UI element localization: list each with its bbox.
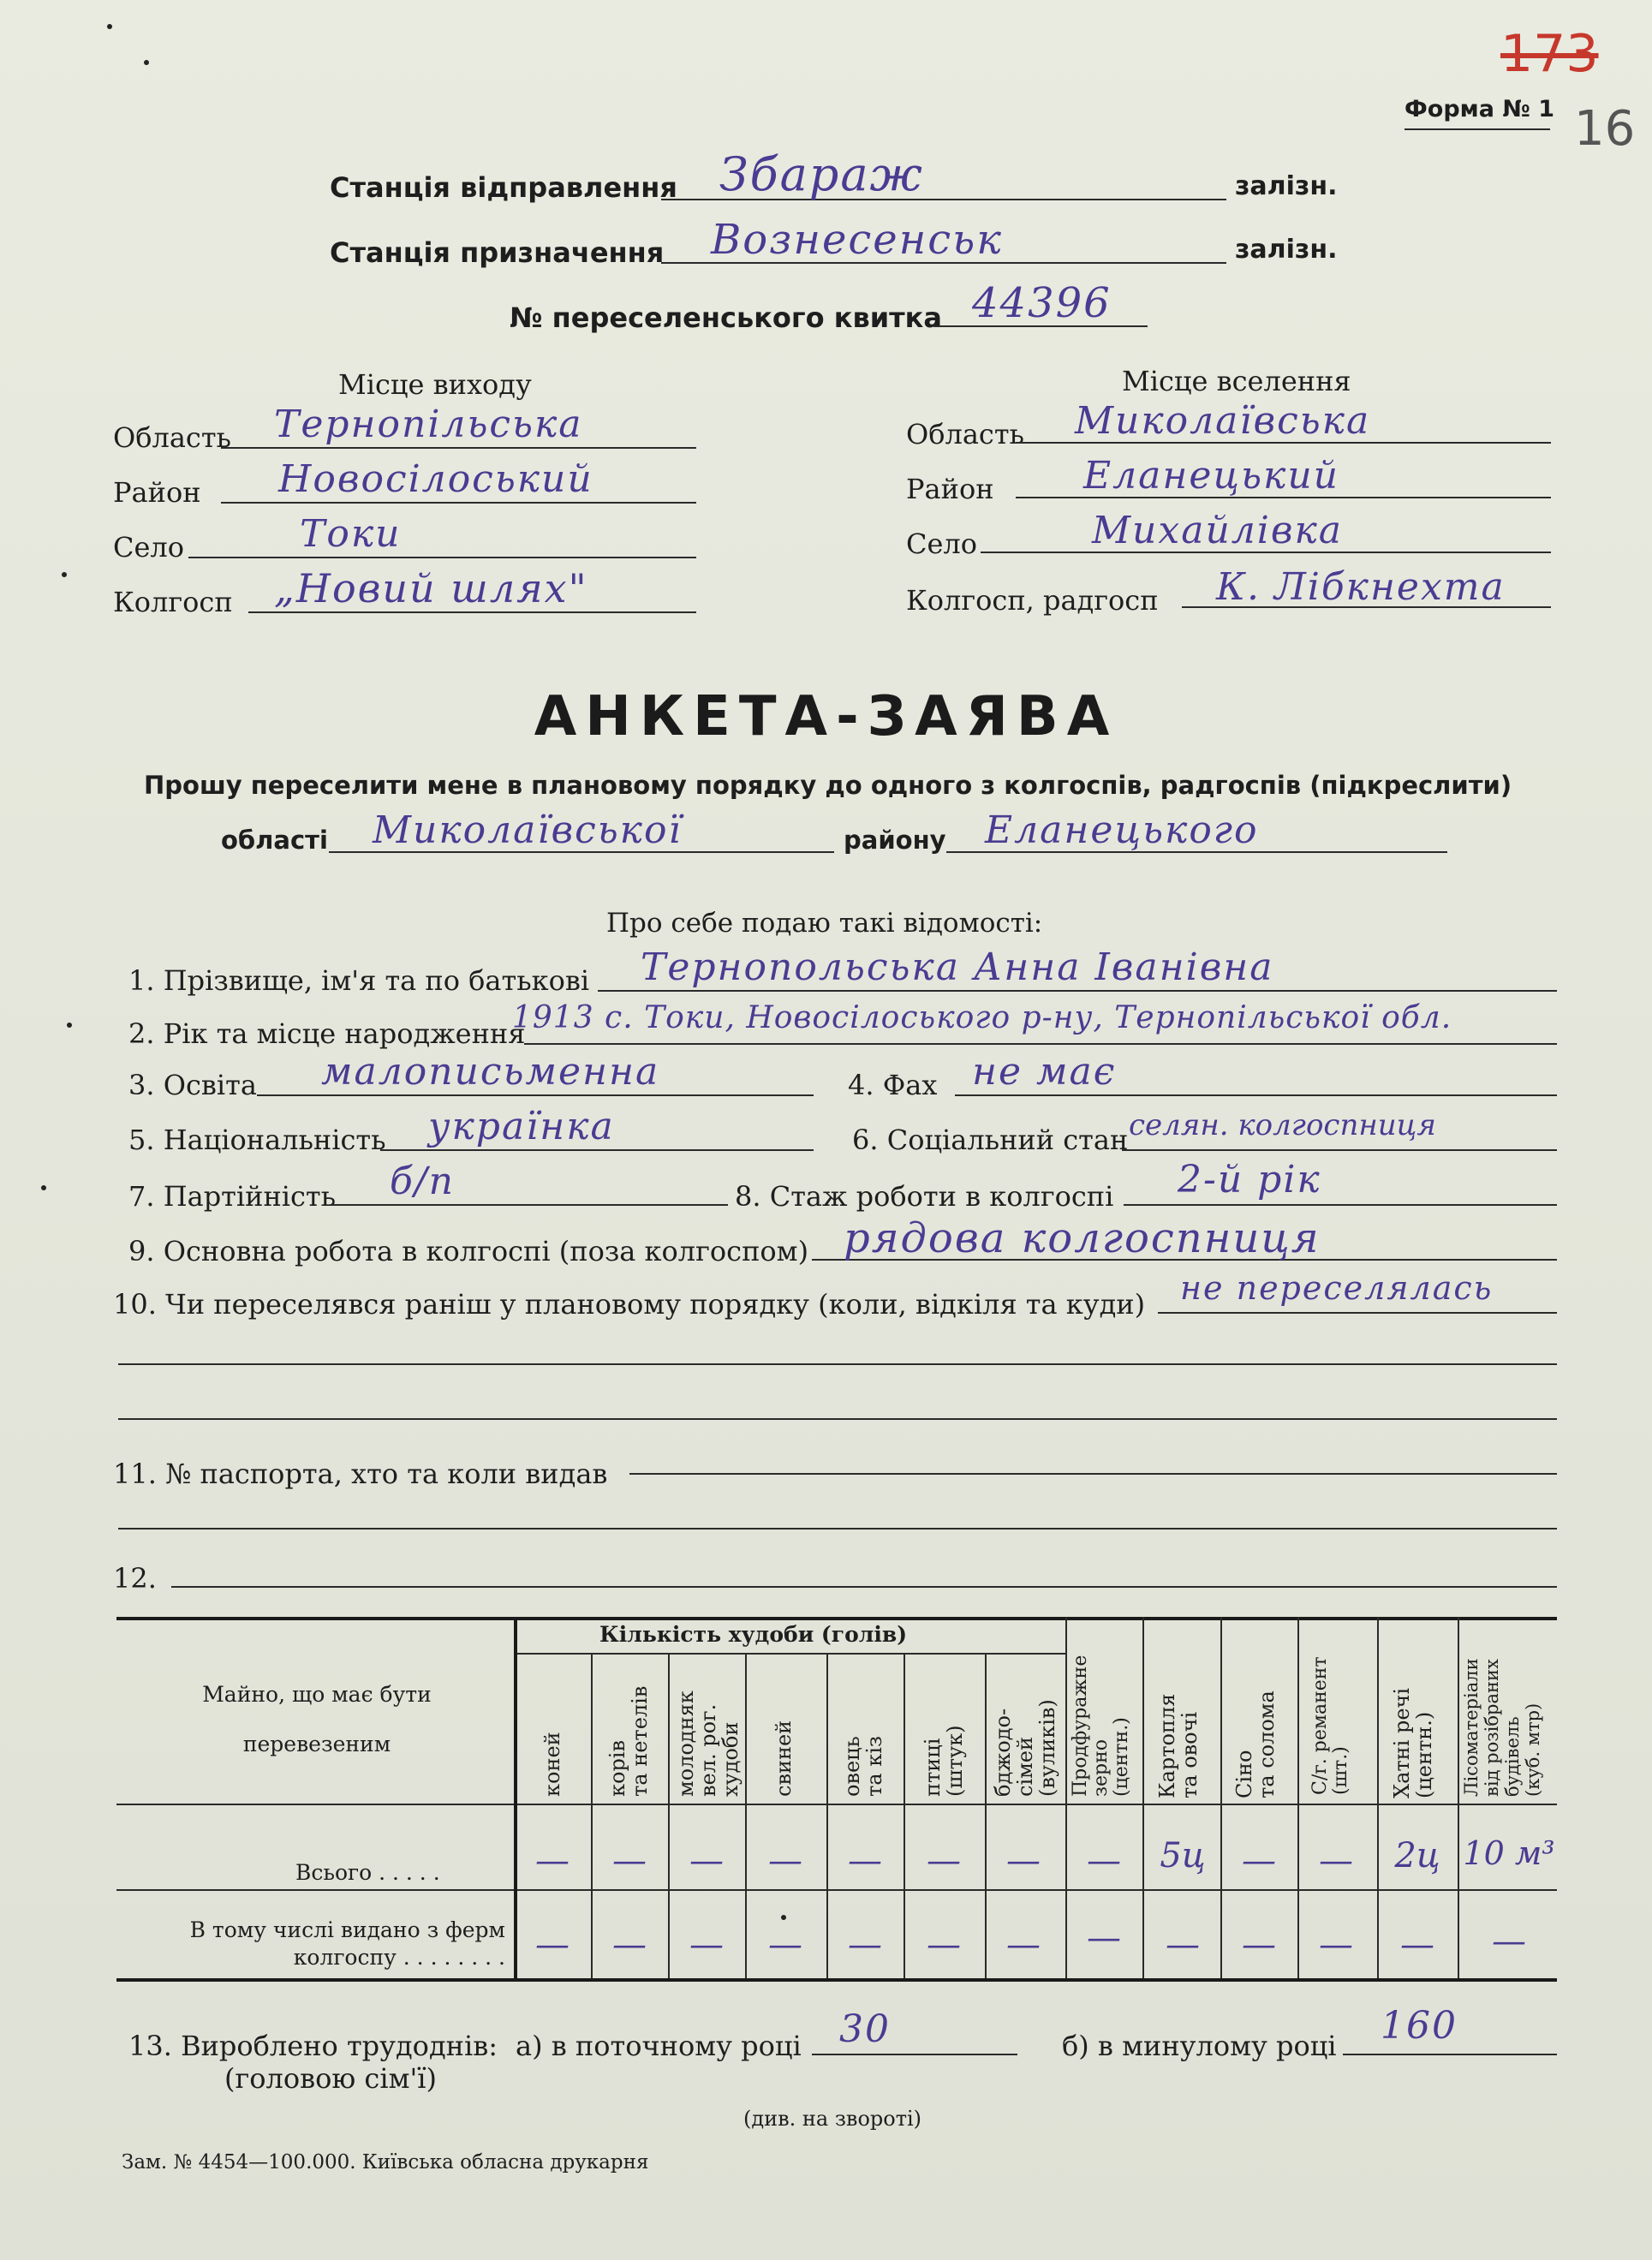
destination-raion-value: Еланецький xyxy=(1083,454,1339,498)
farm-young-cattle: — xyxy=(689,1925,724,1965)
table-bottom-border xyxy=(116,1978,1557,1982)
stain-dot-1 xyxy=(107,24,112,29)
stain-dot-3 xyxy=(62,572,67,577)
total-bees: — xyxy=(1006,1841,1041,1881)
origin-heading: Місце виходу xyxy=(338,368,532,401)
arrival-station-value: Вознесенськ xyxy=(711,216,1003,264)
archive-number-crossed: 173 xyxy=(1500,24,1599,84)
farm-potatoes: — xyxy=(1166,1925,1200,1965)
farm-household: — xyxy=(1400,1925,1434,1965)
field-9-label: 9. Основна робота в колгоспі (поза колгоспом) xyxy=(128,1235,809,1267)
field-3-label: 3. Освіта xyxy=(128,1069,257,1101)
form-number: Форма № 1 xyxy=(1404,96,1555,122)
table-vline-9 xyxy=(1220,1617,1222,1978)
origin-kolhosp-value: „Новий шлях" xyxy=(274,565,588,611)
field-5-value: українка xyxy=(428,1105,615,1148)
about-intro: Про себе подаю такі відомості: xyxy=(606,908,1043,939)
printer-footer: Зам. № 4454—100.000. Київська обласна друкарня xyxy=(122,2151,649,2174)
total-cows: — xyxy=(612,1841,647,1881)
field-5-label: 5. Національність xyxy=(128,1124,386,1156)
col-header-poultry: птиці (штук) xyxy=(921,1725,967,1797)
rail-suffix-1: залізн. xyxy=(1235,171,1338,201)
destination-kolhosp-label: Колгосп, радгосп xyxy=(906,584,1159,617)
departure-station-label: Станція відправлення xyxy=(330,171,677,204)
field-10-extra-line-1 xyxy=(118,1363,1557,1365)
field-9-value: рядова колгоспниця xyxy=(844,1214,1321,1262)
workdays-current-value: 30 xyxy=(839,2007,891,2051)
livestock-header: Кількість худоби (голів) xyxy=(599,1622,908,1647)
farm-horses: — xyxy=(535,1925,570,1965)
field-2-value: 1913 с. Токи, Новосілоського р-ну, Тернопільської обл. xyxy=(512,1000,1452,1035)
destination-raion-label: Район xyxy=(906,473,994,505)
col-header-sheep: овець та кіз xyxy=(840,1736,886,1797)
origin-kolhosp-label: Колгосп xyxy=(113,586,233,618)
see-back-note: (див. на звороті) xyxy=(743,2107,922,2131)
origin-oblast-label: Область xyxy=(113,421,231,454)
field-11-line xyxy=(629,1473,1557,1475)
col-header-potatoes: Картопля та овочі xyxy=(1155,1693,1202,1798)
archive-number-current: 16 xyxy=(1574,101,1636,157)
total-pigs: — xyxy=(768,1841,802,1881)
total-horses: — xyxy=(535,1841,570,1881)
field-1-label: 1. Прізвище, ім'я та по батькові xyxy=(128,964,590,997)
field-4-line xyxy=(955,1094,1557,1096)
origin-raion-line xyxy=(221,502,696,504)
field-7-label: 7. Партійність xyxy=(128,1180,337,1213)
origin-oblast-value: Тернопільська xyxy=(274,403,583,446)
farm-implements: — xyxy=(1319,1925,1353,1965)
field-10-label: 10. Чи переселявся раніш у плановому порядку (коли, відкіля та куди) xyxy=(113,1288,1146,1321)
origin-kolhosp-line xyxy=(248,611,696,613)
destination-selo-value: Михайлівка xyxy=(1092,509,1343,552)
total-sheep: — xyxy=(848,1841,882,1881)
form-number-underline xyxy=(1404,128,1550,130)
total-hay: — xyxy=(1242,1841,1276,1881)
table-vline-11 xyxy=(1377,1617,1379,1978)
field-6-value: селян. колгоспниця xyxy=(1129,1108,1436,1142)
workdays-last-line xyxy=(1343,2054,1557,2055)
field-6-line xyxy=(1122,1149,1557,1151)
col-header-horses: коней xyxy=(540,1732,564,1797)
request-oblast-label: області xyxy=(221,826,328,855)
table-vline-0 xyxy=(514,1617,517,1978)
farm-pigs: — xyxy=(768,1925,802,1965)
field-7-value: б/п xyxy=(390,1160,456,1203)
farm-timber: — xyxy=(1492,1922,1526,1961)
field-11-label: 11. № паспорта, хто та коли видав xyxy=(113,1458,608,1490)
field-8-value: 2-й рік xyxy=(1178,1158,1321,1202)
origin-oblast-line xyxy=(221,447,696,449)
col-header-grain: Продфуражне зерно (центн.) xyxy=(1070,1655,1132,1797)
departure-station-value: Збараж xyxy=(719,147,924,201)
field-8-label: 8. Стаж роботи в колгоспі xyxy=(735,1180,1114,1213)
farm-grain: — xyxy=(1087,1918,1121,1958)
origin-selo-line xyxy=(188,557,696,558)
total-grain: — xyxy=(1087,1841,1121,1881)
col-header-implements: С/г. реманент (шт.) xyxy=(1309,1656,1351,1795)
field-8-line xyxy=(1124,1204,1557,1206)
table-total-bottom xyxy=(116,1889,1557,1891)
destination-oblast-value: Миколаївська xyxy=(1075,399,1371,443)
field-12-line xyxy=(171,1586,1557,1588)
col-header-cows: корів та нетелів xyxy=(605,1685,652,1797)
stain-dot-6 xyxy=(781,1915,786,1920)
request-raion-value: Еланецького xyxy=(985,808,1259,852)
farm-row-label: В тому числі видано з ферм колгоспу . . . . . . . . xyxy=(189,1917,505,1970)
farm-bees: — xyxy=(1006,1925,1041,1965)
farm-cows: — xyxy=(612,1925,647,1965)
field-5-line xyxy=(380,1149,814,1151)
farm-poultry: — xyxy=(927,1925,961,1965)
total-row-label: Всього . . . . . xyxy=(295,1860,440,1885)
total-household: 2ц xyxy=(1394,1836,1440,1875)
field-2-label: 2. Рік та місце народження xyxy=(128,1017,526,1050)
request-raion-label: району xyxy=(844,826,946,855)
field-10-extra-line-2 xyxy=(118,1418,1557,1420)
workdays-current-line xyxy=(812,2054,1017,2055)
col-header-household: Хатні речі (центн.) xyxy=(1390,1687,1436,1798)
farm-sheep: — xyxy=(848,1925,882,1965)
table-top-border xyxy=(116,1617,1557,1620)
ticket-label: № переселенського квитка xyxy=(510,301,942,334)
table-vline-8 xyxy=(1142,1617,1144,1978)
total-timber: 10 м³ xyxy=(1463,1834,1555,1872)
table-header-bottom xyxy=(116,1804,1557,1805)
total-implements: — xyxy=(1319,1841,1353,1881)
field-3-line xyxy=(257,1094,814,1096)
farm-hay: — xyxy=(1242,1925,1276,1965)
arrival-station-label: Станція призначення xyxy=(330,236,665,269)
ticket-value: 44396 xyxy=(972,279,1112,327)
form-title: АНКЕТА-ЗАЯВА xyxy=(534,685,1118,748)
livestock-header-bottom xyxy=(516,1653,1065,1655)
request-line: Прошу переселити мене в плановому порядку до одного з колгоспів, радгоспів (підкреслити) xyxy=(144,771,1512,800)
table-row-header: Майно, що має бути перевезеним xyxy=(202,1682,432,1756)
field-10-value: не переселялась xyxy=(1180,1269,1494,1307)
field-2-line xyxy=(524,1043,1557,1045)
total-young-cattle: — xyxy=(689,1841,724,1881)
field-11-extra-line xyxy=(118,1528,1557,1530)
workdays-current-label: а) в поточному році xyxy=(516,2030,802,2062)
stain-dot-2 xyxy=(144,60,149,65)
workdays-last-value: 160 xyxy=(1381,2004,1458,2048)
stain-dot-4 xyxy=(67,1023,72,1028)
col-header-hay: Сіно та солома xyxy=(1232,1691,1279,1798)
field-4-value: не має xyxy=(972,1050,1117,1094)
col-header-pigs: свиней xyxy=(772,1720,796,1797)
col-header-young-cattle: молодняк вел. рог. худоби xyxy=(674,1691,743,1797)
col-header-timber: Лісоматеріали від розібраних будівель (куб. мтр) xyxy=(1461,1658,1543,1797)
destination-oblast-label: Область xyxy=(906,418,1024,450)
col-header-bee-colonies: бджодо- сімей (вуликів) xyxy=(991,1699,1059,1797)
field-6-label: 6. Соціальний стан xyxy=(852,1124,1129,1156)
origin-selo-value: Токи xyxy=(300,512,402,556)
field-1-line xyxy=(598,990,1557,992)
request-oblast-value: Миколаївської xyxy=(373,808,683,852)
total-potatoes: 5ц xyxy=(1160,1836,1206,1875)
origin-raion-value: Новосілоський xyxy=(278,457,593,501)
table-vline-10 xyxy=(1297,1617,1299,1978)
destination-kolhosp-value: К. Лібкнехта xyxy=(1216,565,1506,609)
destination-selo-label: Село xyxy=(906,528,978,560)
workdays-last-label: б) в минулому році xyxy=(1062,2030,1337,2062)
field-10-line xyxy=(1158,1312,1557,1314)
stain-dot-5 xyxy=(41,1185,46,1190)
field-3-value: малописьменна xyxy=(321,1050,660,1094)
total-poultry: — xyxy=(927,1841,961,1881)
rail-suffix-2: залізн. xyxy=(1235,235,1338,265)
field-12-label: 12. xyxy=(113,1562,157,1595)
origin-raion-label: Район xyxy=(113,476,201,509)
workdays-label: 13. Вироблено трудоднів: xyxy=(128,2030,498,2062)
field-7-line xyxy=(331,1204,728,1206)
destination-heading: Місце вселення xyxy=(1122,365,1351,397)
field-1-value: Тернопольська Анна Іванівна xyxy=(641,945,1274,989)
origin-selo-label: Село xyxy=(113,531,185,564)
workdays-sublabel: (головою сім'ї) xyxy=(224,2062,437,2095)
field-4-label: 4. Фах xyxy=(848,1069,938,1101)
